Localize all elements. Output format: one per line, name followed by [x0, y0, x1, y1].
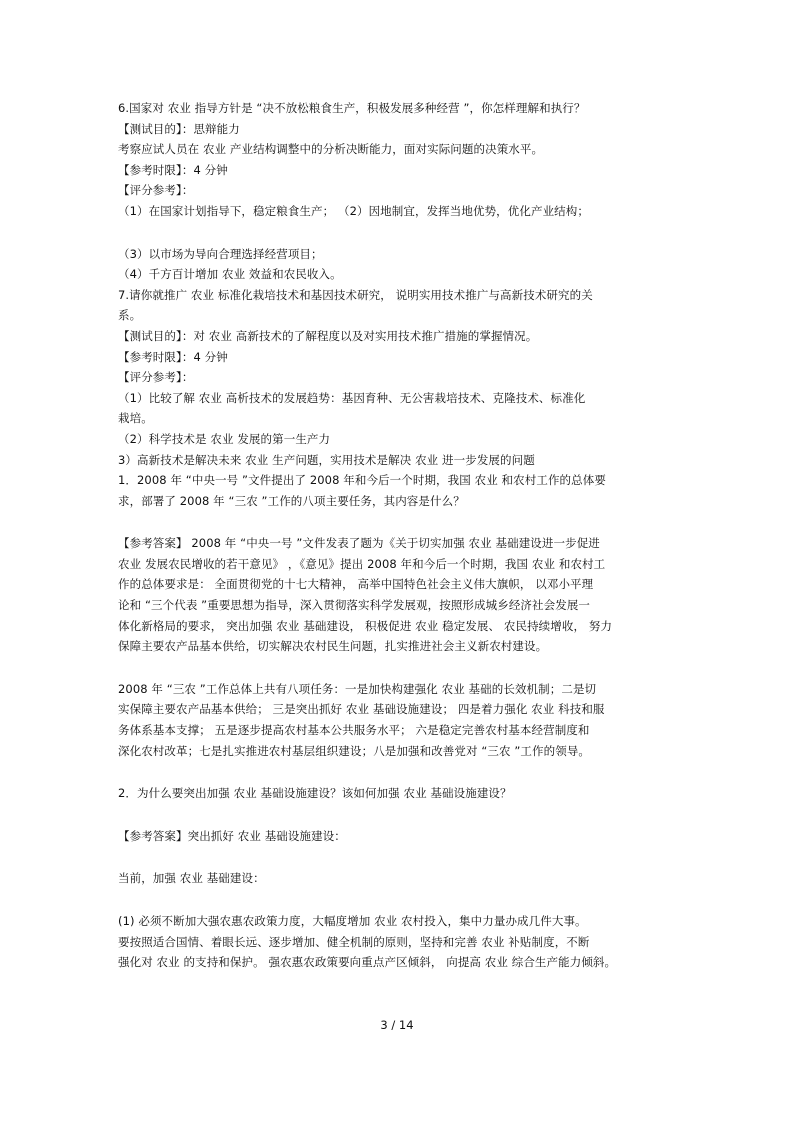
- answer-line: 务体系基本支撑； 五是逐步提高农村基本公共服务水平； 六是稳定完善农村基本经营制度和: [118, 723, 590, 738]
- answer-line: 论和 “三个代表 ”重要思想为指导，深入贯彻落实科学发展观，按照形成城乡经济社会发展一: [118, 598, 591, 613]
- current-heading: 当前，加强 农业 基础建设：: [118, 871, 265, 886]
- spacer: [118, 846, 678, 868]
- time-limit: 【参考时限】：4 分钟: [118, 349, 228, 364]
- question-6: 6.国家对 农业 指导方针是 “决不放松粮食生产，积极发展多种经营 ”，你怎样理解和执行？: [118, 101, 586, 115]
- section-q7: [118, 244, 678, 512]
- spacer: [118, 222, 678, 244]
- test-purpose: 【测试目的】：对 农业 高新技术的了解程度以及对实用技术推广措施的掌握情况。: [118, 328, 538, 343]
- scoring-item-cont: 栽培。: [118, 411, 153, 426]
- scoring-reference: 【评分参考】：: [118, 370, 194, 385]
- scoring-reference: 【评分参考】：: [118, 183, 194, 198]
- body-text: 考察应试人员在 农业 产业结构调整中的分析决断能力，面对实际问题的决策水平。: [118, 142, 544, 157]
- question-1: 1．2008 年 “中央一号 ”文件提出了 2008 年和今后一个时期，我国 农业 和农村工作的总体要: [118, 473, 606, 488]
- answer-line: 2008 年 “三农 ”工作总体上共有八项任务：一是加快构建强化 农业 基础的长效机制；二是切: [118, 681, 597, 696]
- time-limit: 【参考时限】：4 分钟: [118, 162, 228, 177]
- question-1-cont: 求，部署了 2008 年 “三农 ”工作的八项主要任务，其内容是什么？: [118, 493, 465, 508]
- answer-line: 【参考答案】 2008 年 “中央一号 ”文件发表了题为《关于切实加强 农业 基础建设进一步促进: [118, 536, 600, 551]
- question-2: 2．为什么要突出加强 农业 基础设施建设？该如何加强 农业 基础设施建设？: [118, 786, 512, 801]
- answer-line: 实保障主要农产品基本供给； 三是突出抓好 农业 基础设施建设； 四是着力强化 农业 科技和服: [118, 702, 605, 717]
- answer-2-body: [118, 911, 678, 973]
- answer-line: 深化农村改革；七是扎实推进农村基层组织建设；八是加强和改善党对 “三农 ”工作的领导。: [118, 743, 591, 758]
- answer-2-heading: 【参考答案】突出抓好 农业 基础设施建设：: [118, 828, 346, 843]
- scoring-item: （3）以市场为导向合理选择经营项目；: [118, 246, 323, 261]
- spacer: [118, 889, 678, 911]
- section-q6: [118, 98, 678, 222]
- scoring-item: （1）在国家计划指导下，稳定粮食生产； （2）因地制宜，发挥当地优势，优化产业结构；: [118, 203, 589, 218]
- answer-line: 保障主要农产品基本供给，切实解决农村民生问题，扎实推进社会主义新农村建设。: [118, 639, 548, 654]
- answer-line: (1) 必须不断加大强农惠农政策力度，大幅度增加 农业 农村投入，集中力量办成几件大事。: [118, 914, 587, 928]
- answer-line: 体化新格局的要求， 突出加强 农业 基础建设， 积极促进 农业 稳定发展、 农民持续增收， 努力: [118, 618, 613, 633]
- spacer: [118, 761, 678, 783]
- spacer: [118, 804, 678, 826]
- question-7-cont: 系。: [118, 308, 142, 323]
- answer-1-para-2: [118, 679, 678, 761]
- scoring-item: （2）科学技术是 农业 发展的第一生产力: [118, 431, 331, 446]
- question-7: 7.请你就推广 农业 标准化栽培技术和基因技术研究， 说明实用技术推广与高新技术研究的关: [118, 287, 593, 302]
- answer-1-para-1: [118, 533, 678, 657]
- scoring-item: （4）千方百计增加 农业 效益和农民收入。: [118, 267, 342, 282]
- spacer: [118, 511, 678, 533]
- test-purpose: 【测试目的】：思辩能力: [118, 121, 240, 136]
- page-number: 3 / 14: [380, 1018, 414, 1032]
- answer-line: 农业 发展农民增收的若干意见》 ，《意见》提出 2008 年和今后一个时期，我国 农业 和农村工: [118, 556, 606, 571]
- answer-line: 作的总体要求是： 全面贯彻党的十七大精神， 高举中国特色社会主义伟大旗帜， 以邓小平理: [118, 577, 594, 592]
- answer-line: 强化对 农业 的支持和保护。 强农惠农政策要向重点产区倾斜， 向提高 农业 综合生产能力倾斜。: [118, 955, 617, 970]
- spacer: [118, 657, 678, 679]
- answer-line: 要按照适合国情、着眼长远、逐步增加、健全机制的原则，坚持和完善 农业 补贴制度，不断: [118, 934, 590, 949]
- scoring-item: 3）高新技术是解决未来 农业 生产问题，实用技术是解决 农业 进一步发展的问题: [118, 452, 535, 467]
- scoring-item: （1）比较了解 农业 高析技术的发展趋势：基因育种、无公害栽培技术、克隆技术、标准化: [118, 390, 586, 405]
- page-content: [118, 98, 678, 973]
